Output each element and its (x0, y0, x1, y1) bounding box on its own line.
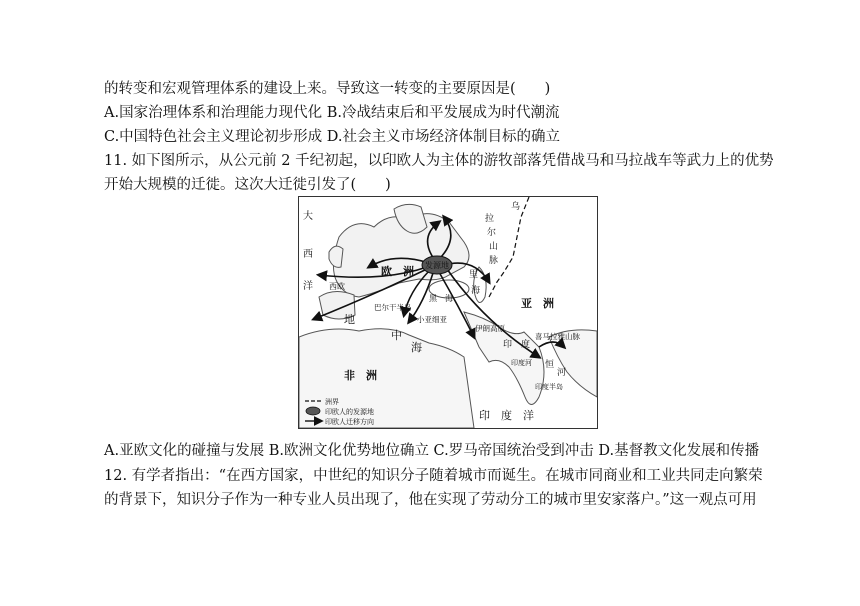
label-wu: 乌 (511, 202, 521, 212)
legend-origin: 印欧人的发源地 (325, 408, 374, 416)
label-li: 里 (469, 270, 479, 280)
label-indus: 印度河 (511, 359, 532, 367)
label-hai: 海 (411, 341, 422, 354)
label-africa: 非 洲 (344, 369, 377, 382)
q12-stem-line-2: 的背景下，知识分子作为一种专业人员出现了，他在实现了劳动分工的城市里安家落户。”这一观点可用 (104, 492, 757, 508)
label-he: 河 (557, 368, 567, 378)
label-er: 尔 (487, 228, 497, 238)
label-indian-ocean: 印 度 洋 (479, 409, 534, 422)
label-asia-minor: 小亚细亚 (417, 315, 447, 324)
label-himalaya: 喜马拉雅山脉 (535, 332, 580, 341)
label-da: 大 (303, 211, 313, 222)
q10-stem-line: 的转变和宏观管理体系的建设上来。导致这一转变的主要原因是( ) (104, 81, 551, 97)
q10-options-ab: A.国家治理体系和治理能力现代化 B.冷战结束后和平发展成为时代潮流 (104, 105, 560, 121)
label-western-europe: 西欧 (329, 282, 345, 291)
label-heng: 恒 (545, 360, 555, 370)
q11-stem-line-2: 开始大规模的迁徙。这次大迁徙引发了( ) (104, 177, 391, 193)
legend-route: 印欧人迁移方向 (325, 418, 374, 426)
q12-stem-line-1: 12. 有学者指出：“在西方国家，中世纪的知识分子随着城市而诞生。在城市同商业和工业共同走向繁荣 (104, 468, 763, 484)
label-di: 地 (344, 313, 355, 326)
indo-european-migration-map (298, 196, 598, 429)
label-asia: 亚 洲 (521, 297, 554, 310)
label-india: 印 度 (503, 340, 531, 350)
label-europe: 欧 洲 (381, 265, 414, 278)
label-la: 拉 (485, 214, 495, 224)
label-iranian-plateau: 伊朗高原 (475, 324, 505, 333)
q11-options: A.亚欧文化的碰撞与发展 B.欧洲文化优势地位确立 C.罗马帝国统治受到冲击 D.基督教文化发展和传播 (104, 443, 760, 459)
label-yang: 洋 (303, 281, 313, 292)
q11-stem-line-1: 11. 如下图所示，从公元前 2 千纪初起，以印欧人为主体的游牧部落凭借战马和马拉战车等武力上的优势 (104, 153, 774, 169)
legend-boundary: 洲界 (325, 398, 339, 406)
label-black-sea: 黑 海 (429, 294, 453, 303)
britain-coastline (329, 246, 343, 267)
label-hai2: 海 (471, 286, 481, 296)
label-shan: 山 (489, 242, 499, 252)
origin-label: 发源地 (425, 261, 449, 270)
label-xi: 西 (303, 249, 313, 260)
label-mai: 脉 (489, 256, 499, 266)
label-zhong: 中 (391, 329, 402, 342)
label-indian-peninsula: 印度半岛 (535, 383, 563, 391)
q10-options-cd: C.中国特色社会主义理论初步形成 D.社会主义市场经济体制目标的确立 (104, 129, 561, 145)
label-balkan: 巴尔干半岛 (374, 303, 412, 312)
